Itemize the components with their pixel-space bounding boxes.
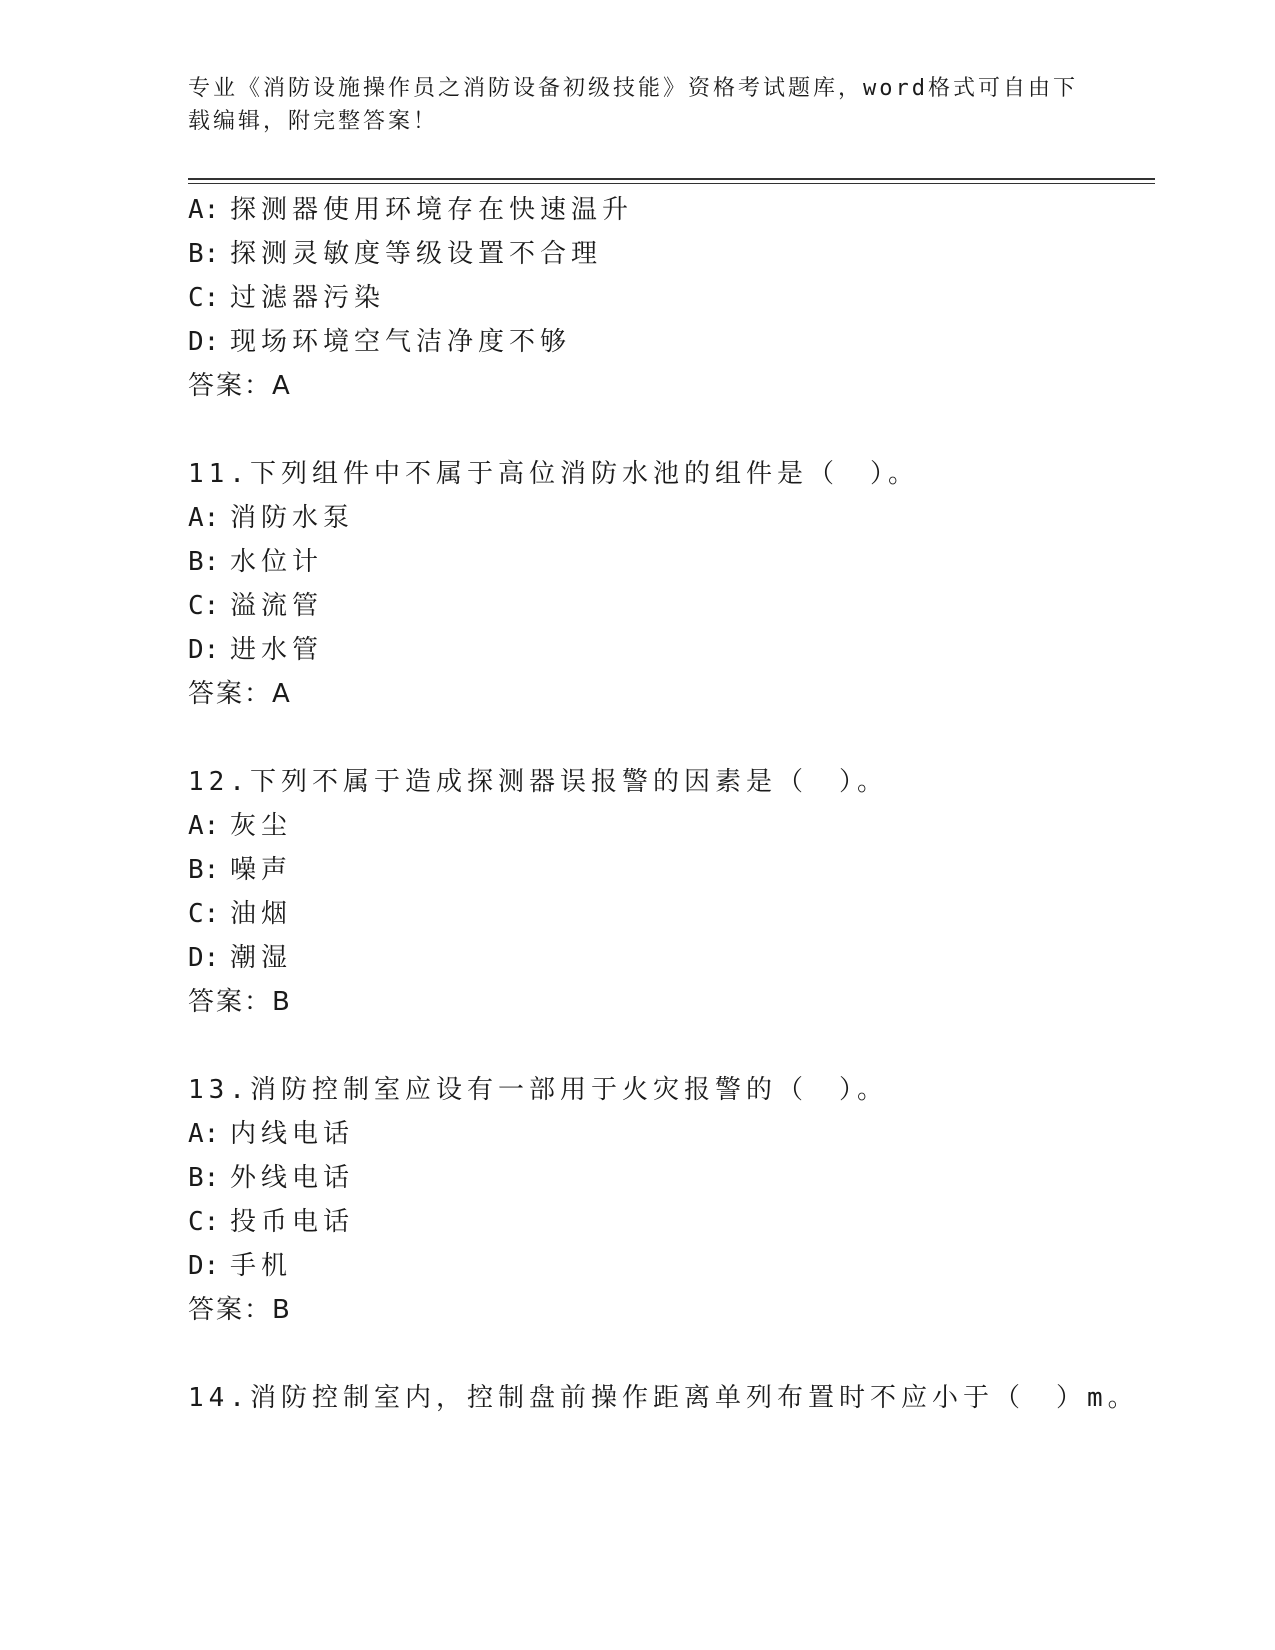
- header-line-1: 专业《消防设施操作员之消防设备初级技能》资格考试题库，word格式可自由下: [188, 76, 1078, 101]
- option-text: 潮湿: [230, 943, 293, 973]
- answer-label: 答案：: [188, 987, 273, 1017]
- option-letter: A:: [188, 195, 220, 225]
- option-letter: A:: [188, 503, 220, 533]
- option-text: 水位计: [230, 547, 324, 577]
- answer-value: A: [272, 679, 290, 709]
- option-text: 溢流管: [230, 591, 324, 621]
- option-text: 进水管: [230, 635, 324, 665]
- option-letter: B:: [188, 855, 220, 885]
- option-text: 外线电话: [230, 1163, 355, 1193]
- option-text: 手机: [230, 1251, 293, 1281]
- q13-option-a: [188, 1117, 354, 1151]
- option-letter: B:: [188, 1163, 220, 1193]
- option-letter: A:: [188, 1119, 220, 1149]
- answer-label: 答案：: [188, 679, 273, 709]
- q13-question: 13.消防控制室应设有一部用于火灾报警的（ ）。: [188, 1075, 888, 1105]
- option-letter: D:: [188, 1251, 220, 1281]
- q11-option-d: [188, 633, 323, 667]
- option-text: 投币电话: [230, 1207, 355, 1237]
- q12-answer: [188, 985, 290, 1019]
- header-line-2: 载编辑，附完整答案！: [188, 109, 439, 134]
- q11-option-b: [188, 545, 323, 579]
- answer-value: B: [272, 1295, 290, 1325]
- option-text: 油烟: [230, 899, 293, 929]
- option-text: 探测灵敏度等级设置不合理: [230, 239, 603, 269]
- option-letter: C:: [188, 591, 220, 621]
- q11-question: 11.下列组件中不属于高位消防水池的组件是（ ）。: [188, 459, 919, 489]
- q10-option-d: [188, 325, 571, 359]
- option-text: 内线电话: [230, 1119, 355, 1149]
- q11-option-c: [188, 589, 323, 623]
- option-letter: B:: [188, 239, 220, 269]
- option-letter: D:: [188, 327, 220, 357]
- option-text: 噪声: [230, 855, 293, 885]
- option-letter: D:: [188, 635, 220, 665]
- q11-option-a: [188, 501, 354, 535]
- q13-option-c: [188, 1205, 354, 1239]
- option-letter: D:: [188, 943, 220, 973]
- option-letter: C:: [188, 1207, 220, 1237]
- q12-option-c: [188, 897, 292, 931]
- header-divider-thin: [188, 183, 1155, 184]
- q12-option-b: [188, 853, 292, 887]
- option-text: 灰尘: [230, 811, 293, 841]
- option-letter: C:: [188, 283, 220, 313]
- q13-option-b: [188, 1161, 354, 1195]
- q10-option-c: [188, 281, 385, 315]
- option-text: 现场环境空气洁净度不够: [230, 327, 572, 357]
- option-letter: A:: [188, 811, 220, 841]
- q10-option-b: [188, 237, 602, 271]
- q14-question: 14.消防控制室内，控制盘前操作距离单列布置时不应小于（ ）m。: [188, 1383, 1139, 1413]
- answer-label: 答案：: [188, 371, 273, 401]
- q11-answer: [188, 677, 290, 711]
- q10-answer: [188, 369, 290, 403]
- option-text: 消防水泵: [230, 503, 355, 533]
- document-header: [188, 72, 1088, 138]
- option-text: 过滤器污染: [230, 283, 386, 313]
- q10-option-a: [188, 193, 633, 227]
- q12-option-d: [188, 941, 292, 975]
- answer-label: 答案：: [188, 1295, 273, 1325]
- option-text: 探测器使用环境存在快速温升: [230, 195, 634, 225]
- option-letter: C:: [188, 899, 220, 929]
- answer-value: A: [272, 371, 290, 401]
- answer-value: B: [272, 987, 290, 1017]
- header-divider-thick: [188, 178, 1155, 180]
- q13-option-d: [188, 1249, 292, 1283]
- q12-question: 12.下列不属于造成探测器误报警的因素是（ ）。: [188, 767, 888, 797]
- q12-option-a: [188, 809, 292, 843]
- q13-answer: [188, 1293, 290, 1327]
- option-letter: B:: [188, 547, 220, 577]
